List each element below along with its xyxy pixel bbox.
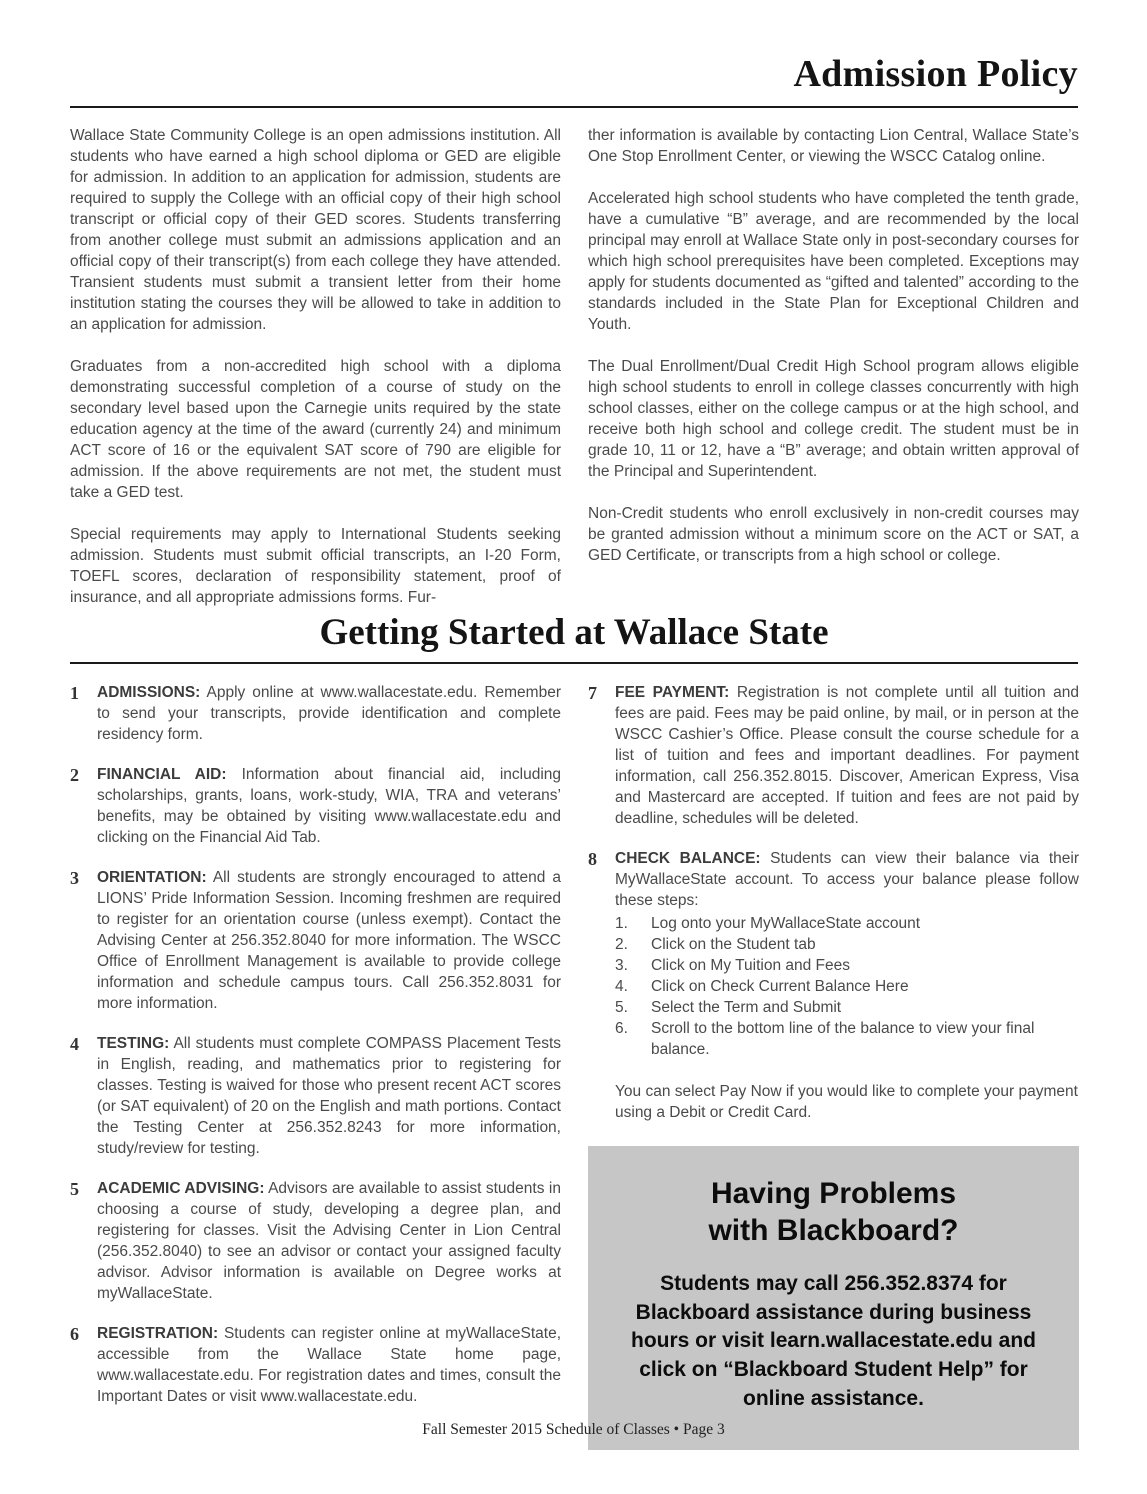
item-body: All students must complete COMPASS Placement Tests in English, reading, and mathematics prior to registering for classes. Testing is waived for those who present recent ACT scores (or SAT equivalent) of 20 on the English and math portions. Contact the Testing Center at 256.352.8243 for more information, study/review for testing.	[97, 1035, 561, 1158]
item-text	[97, 1033, 561, 1159]
item-number: 5	[70, 1179, 79, 1200]
step-item	[615, 1018, 1079, 1060]
list-item-fee-payment	[588, 682, 1079, 829]
item-label: FINANCIAL AID:	[97, 766, 227, 784]
item-body: All students are strongly encouraged to attend a LIONS’ Pride Information Session. Incoming freshmen are required to register for an orientation course (unless exempt). Contact the Advising Center at 256.352.8040 for more information. The WSCC Office of Enrollment Management is available to provide college information and schedule campus tours. Call 256.352.8031 for more information.	[97, 869, 561, 1013]
item-number: 8	[588, 849, 597, 870]
item-number: 7	[588, 683, 597, 704]
item-label: ADMISSIONS:	[97, 684, 201, 702]
admission-policy-heading: Admission Policy	[793, 53, 1078, 95]
blackboard-title-line2: with Blackboard?	[708, 1213, 959, 1247]
paragraph: The Dual Enrollment/Dual Credit High School program allows eligible high school students to enroll in college classes concurrently with high school classes, either on the college campus or at the high school, and receive both high school and college credit. The student must be in grade 10, 11 or 12, have a “B” average; and obtain written approval of the Principal and Superintendent.	[588, 357, 1079, 480]
item-text	[97, 1178, 561, 1304]
step-text: Select the Term and Submit	[651, 999, 842, 1017]
paragraph: Wallace State Community College is an open admissions institution. All students who have earned a high school diploma or GED are eligible for admission. In addition to an application for admission, students are required to supply the College with an official copy of their high school transcript or official copy of their GED scores. Students transferring from another college must submit an admissions application and an official copy of their transcript(s) from each college they have attended. Transient students must submit a transient letter from their home institution stating the courses they will be allowed to take in addition to an application for admission.	[70, 126, 561, 333]
step-number: 5.	[615, 999, 628, 1017]
item-body: Apply online at www.wallacestate.edu. Remember to send your transcripts, provide identification and complete residency form.	[97, 684, 561, 744]
step-number: 4.	[615, 978, 628, 996]
getting-started-heading: Getting Started at Wallace State	[319, 611, 829, 653]
heading-rule	[70, 662, 1078, 664]
step-item	[615, 976, 1079, 997]
list-item-financial-aid	[70, 764, 561, 848]
item-number: 3	[70, 868, 79, 889]
list-item-testing	[70, 1033, 561, 1159]
check-balance-steps	[615, 913, 1079, 1060]
getting-started-section	[70, 682, 1078, 1450]
step-text: Click on Check Current Balance Here	[651, 978, 909, 996]
list-item-check-balance	[588, 848, 1079, 911]
step-text: Scroll to the bottom line of the balance to view your final balance.	[651, 1020, 1035, 1059]
paragraph: Non-Credit students who enroll exclusively in non-credit courses may be granted admission without a minimum score on the ACT or SAT, a GED Certificate, or transcripts from a high school or college.	[588, 504, 1079, 564]
item-text	[615, 682, 1079, 829]
step-number: 2.	[615, 936, 628, 954]
blackboard-title-line1: Having Problems	[710, 1177, 957, 1211]
item-text	[97, 867, 561, 1014]
item-body: Students can register online at myWallaceState, accessible from the Wallace State home page, www.wallacestate.edu. For registration dates and times, consult the Important Dates or visit www.wallacestate.edu.	[97, 1325, 561, 1406]
item-label: REGISTRATION:	[97, 1325, 219, 1343]
list-item-academic-advising	[70, 1178, 561, 1304]
item-number: 1	[70, 683, 79, 704]
item-label: ORIENTATION:	[97, 869, 207, 887]
admission-left-column	[70, 125, 561, 608]
paragraph: Special requirements may apply to International Students seeking admission. Students must submit official transcripts, an I-20 Form, TOEFL scores, declaration of responsibility statement, proof of insurance, and all appropriate admissions forms. Fur-	[70, 525, 561, 606]
step-text: Click on the Student tab	[651, 936, 816, 954]
list-item-registration	[70, 1323, 561, 1407]
page-footer: Fall Semester 2015 Schedule of Classes • Page 3	[422, 1421, 725, 1438]
item-text	[97, 764, 561, 848]
step-item	[615, 955, 1079, 976]
item-label: FEE PAYMENT:	[615, 684, 730, 702]
step-number: 6.	[615, 1020, 628, 1038]
step-item	[615, 913, 1079, 934]
getting-started-right-column	[588, 682, 1079, 1450]
step-number: 1.	[615, 915, 628, 933]
paragraph: Accelerated high school students who have completed the tenth grade, have a cumulative “B” average, and are recommended by the local principal may enroll at Wallace State only in post-secondary courses for which high school prerequisites have been completed. Exceptions may apply for students documented as “gifted and talented” according to the standards included in the State Plan for Exceptional Children and Youth.	[588, 189, 1079, 333]
paragraph: Graduates from a non-accredited high school with a diploma demonstrating successful completion of a course of study on the secondary level based upon the Carnegie units required by the state education agency at the time of the award (currently 24) and minimum ACT score of 16 or the equivalent SAT score of 790 are eligible for admission. If the above requirements are not met, the student must take a GED test.	[70, 357, 561, 501]
paragraph: ther information is available by contacting Lion Central, Wallace State’s One Stop Enrollment Center, or viewing the WSCC Catalog online.	[588, 126, 1079, 165]
step-item	[615, 997, 1079, 1018]
blackboard-help-box	[588, 1146, 1079, 1450]
step-text: Log onto your MyWallaceState account	[651, 915, 921, 933]
item-text	[97, 682, 561, 745]
step-text: Click on My Tuition and Fees	[651, 957, 851, 975]
item-label: TESTING:	[97, 1035, 170, 1053]
item-body: Students can view their balance via their MyWallaceState account. To access your balance please follow these steps:	[615, 850, 1079, 910]
blackboard-box-body: Students may call 256.352.8374 for Blackboard assistance during business hours or visit learn.wallacestate.edu and click on “Blackboard Student Help” for online assistance.	[631, 1271, 1036, 1411]
item-body: Information about financial aid, including scholarships, grants, loans, work-study, WIA, TRA and veterans’ benefits, may be obtained by visiting www.wallacestate.edu and clicking on the Financial Aid Tab.	[97, 766, 562, 847]
item-number: 4	[70, 1034, 79, 1055]
admission-section	[70, 125, 1078, 608]
item-label: ACADEMIC ADVISING:	[97, 1180, 265, 1198]
item-label: CHECK BALANCE:	[615, 850, 761, 868]
step-item	[615, 934, 1079, 955]
item-number: 6	[70, 1324, 79, 1345]
item-text	[97, 1323, 561, 1407]
list-item-admissions	[70, 682, 561, 745]
getting-started-left-column	[70, 682, 561, 1450]
blackboard-box-title	[612, 1176, 1055, 1249]
step-number: 3.	[615, 957, 628, 975]
item-body: Registration is not complete until all tuition and fees are paid. Fees may be paid online, by mail, or in person at the WSCC Cashier’s Office. Please consult the course schedule for a list of tuition and fees and important deadlines. For payment information, call 256.352.8015. Discover, American Express, Visa and Mastercard are accepted. If tuition and fees are not paid by deadline, schedules will be deleted.	[615, 684, 1080, 828]
list-item-orientation	[70, 867, 561, 1014]
heading-rule	[70, 106, 1078, 108]
admission-right-column	[588, 125, 1079, 608]
item-text	[615, 848, 1079, 911]
item-number: 2	[70, 765, 79, 786]
pay-now-note: You can select Pay Now if you would like to complete your payment using a Debit or Credit Card.	[615, 1083, 1078, 1122]
item-body: Advisors are available to assist students in choosing a course of study, developing a degree plan, and registering for classes. Visit the Advising Center in Lion Central (256.352.8040) to see an advisor or contact your assigned faculty advisor. Advisor information is available on Degree works at myWallaceState.	[97, 1180, 561, 1303]
